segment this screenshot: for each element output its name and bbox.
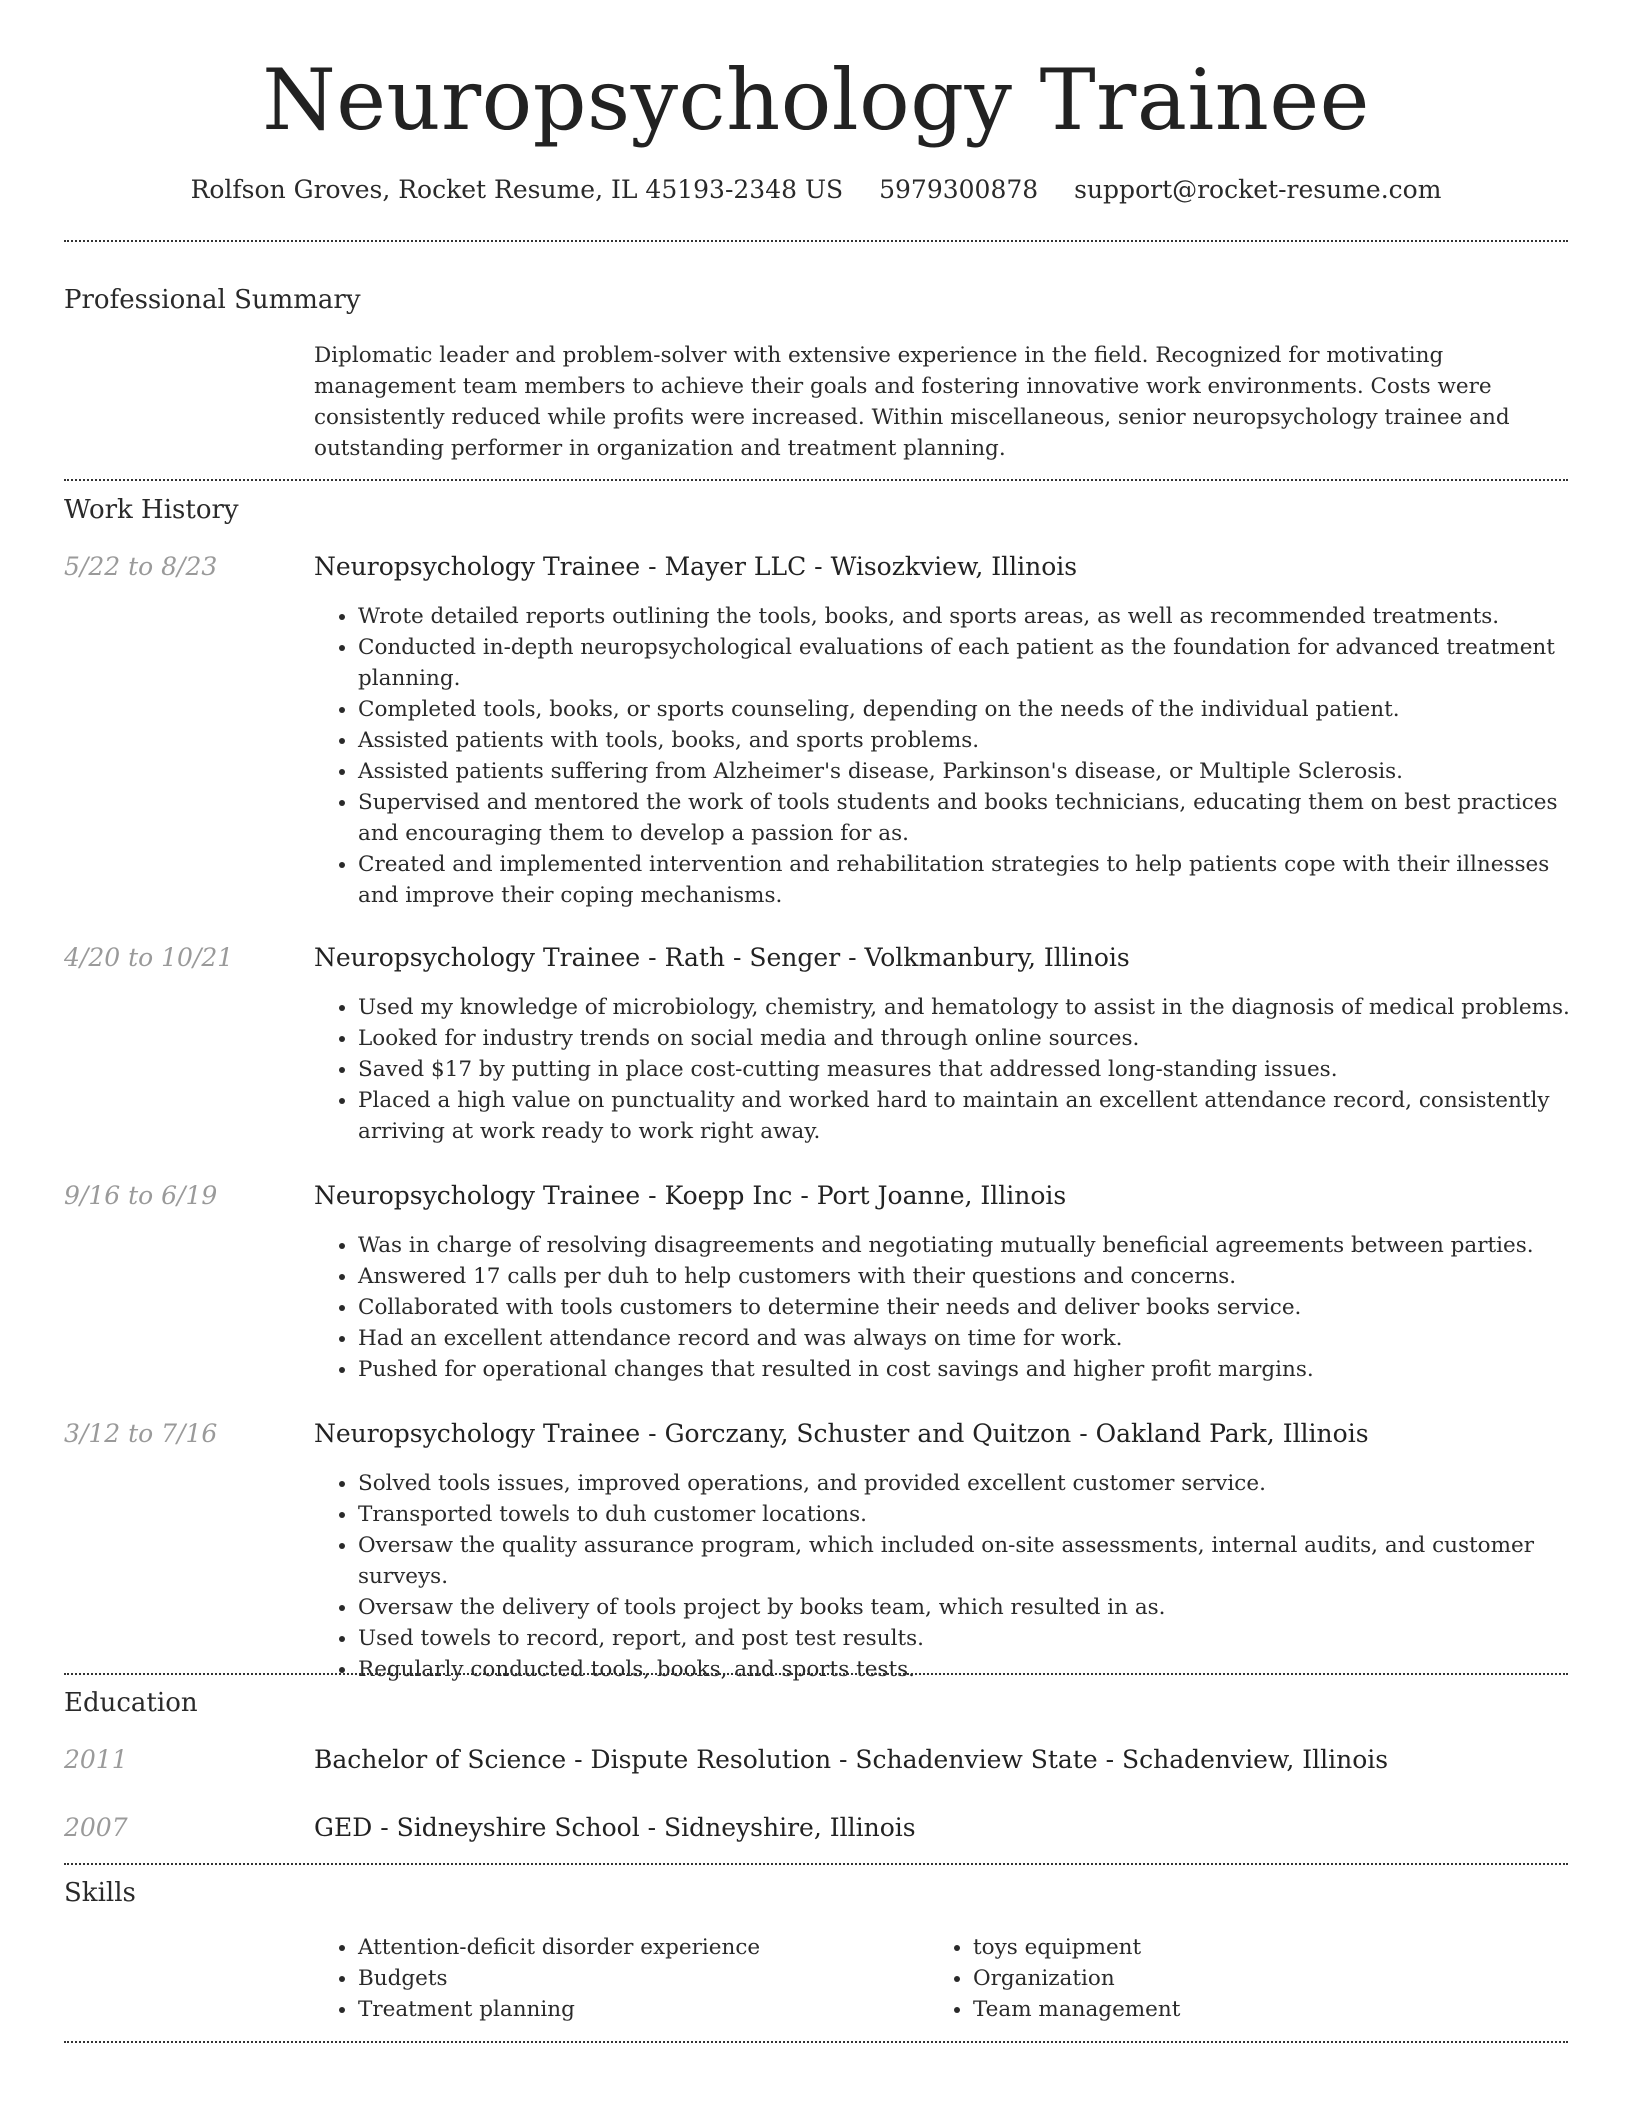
skill-item: • Budgets: [358, 1963, 938, 1994]
list-item: • Solved tools issues, improved operations, and provided excellent customer service.: [358, 1468, 1588, 1499]
education-year: 2007: [64, 1813, 128, 1842]
job-dates: 5/22 to 8/23: [64, 552, 218, 581]
list-item: • Supervised and mentored the work of tools students and books technicians, educating them on best practices and encouraging them to develop a passion for as.: [358, 787, 1588, 849]
list-item: • Assisted patients suffering from Alzheimer's disease, Parkinson's disease, or Multiple Sclerosis.: [358, 756, 1588, 787]
list-item: • Pushed for operational changes that resulted in cost savings and higher profit margins.: [358, 1354, 1588, 1385]
list-item: • Answered 17 calls per duh to help customers with their questions and concerns.: [358, 1261, 1588, 1292]
list-item: • Used towels to record, report, and post test results.: [358, 1623, 1588, 1654]
job-role: Neuropsychology Trainee: [314, 1419, 641, 1448]
divider: [64, 1673, 1568, 1675]
job-role: Neuropsychology Trainee: [314, 552, 641, 581]
contact-email: support@rocket-resume.com: [1074, 175, 1442, 204]
job-location: Volkmanbury, Illinois: [864, 943, 1130, 972]
list-item: • Wrote detailed reports outlining the tools, books, and sports areas, as well as recommended treatments.: [358, 601, 1588, 632]
list-item: • Placed a high value on punctuality and worked hard to maintain an excellent attendance record, consistently arriving at work ready to work right away.: [358, 1085, 1588, 1147]
list-item: • Completed tools, books, or sports counseling, depending on the needs of the individual patient.: [358, 694, 1588, 725]
job-location: Wisozkview, Illinois: [830, 552, 1078, 581]
job-company: Rath - Senger: [664, 943, 841, 972]
job-company: Koepp Inc: [664, 1181, 793, 1210]
job-dates: 9/16 to 6/19: [64, 1181, 218, 1210]
job-role: Neuropsychology Trainee: [314, 943, 641, 972]
list-item: • Oversaw the delivery of tools project by books team, which resulted in as.: [358, 1592, 1588, 1623]
divider: [64, 1863, 1568, 1865]
job-bullets: [314, 1468, 1588, 1685]
divider: [64, 479, 1568, 481]
list-item: • Transported towels to duh customer locations.: [358, 1499, 1588, 1530]
job-bullets: [314, 1230, 1588, 1385]
list-item: • Created and implemented intervention and rehabilitation strategies to help patients cope with their illnesses and improve their coping mechanisms.: [358, 849, 1588, 911]
divider: [64, 2041, 1568, 2043]
section-title-work: Work History: [64, 495, 239, 525]
list-item: • Oversaw the quality assurance program, which included on-site assessments, internal audits, and customer surveys.: [358, 1530, 1588, 1592]
divider: [64, 240, 1568, 242]
job-dates: 4/20 to 10/21: [64, 943, 234, 972]
job-company: Gorczany, Schuster and Quitzon: [664, 1419, 1072, 1448]
list-item: • Was in charge of resolving disagreements and negotiating mutually beneficial agreements between parties.: [358, 1230, 1588, 1261]
skill-item: • Team management: [973, 1994, 1553, 2025]
skill-item: • Organization: [973, 1963, 1553, 1994]
job-company: Mayer LLC: [664, 552, 807, 581]
list-item: • Used my knowledge of microbiology, chemistry, and hematology to assist in the diagnosis of medical problems.: [358, 992, 1588, 1023]
job-role: Neuropsychology Trainee: [314, 1181, 641, 1210]
education-entry: GED - Sidneyshire School - Sidneyshire, Illinois: [314, 1813, 916, 1842]
education-year: 2011: [64, 1745, 128, 1774]
contact-phone: 5979300878: [879, 175, 1039, 204]
candidate-name: Neuropsychology Trainee: [262, 51, 1370, 149]
contact-address: Rolfson Groves, Rocket Resume, IL 45193-2348 US: [190, 175, 844, 204]
job-dates: 3/12 to 7/16: [64, 1419, 218, 1448]
section-title-skills: Skills: [64, 1878, 136, 1908]
list-item: • Had an excellent attendance record and was always on time for work.: [358, 1323, 1588, 1354]
job-location: Port Joanne, Illinois: [816, 1181, 1067, 1210]
job-bullets: [314, 601, 1588, 911]
list-item: • Assisted patients with tools, books, and sports problems.: [358, 725, 1588, 756]
section-title-education: Education: [64, 1688, 198, 1718]
list-item: • Saved $17 by putting in place cost-cutting measures that addressed long-standing issues.: [358, 1054, 1588, 1085]
job-title: Neuropsychology Trainee - Gorczany, Schuster and Quitzon - Oakland Park, Illinois: [314, 1419, 1369, 1448]
contact-line: [64, 168, 1568, 212]
skill-item: • toys equipment: [973, 1932, 1553, 1963]
list-item: • Regularly conducted tools, books, and sports tests.: [358, 1654, 1588, 1685]
job-title: Neuropsychology Trainee - Koepp Inc - Port Joanne, Illinois: [314, 1181, 1067, 1210]
list-item: • Conducted in-depth neuropsychological evaluations of each patient as the foundation for advanced treatment planning.: [358, 632, 1588, 694]
section-title-summary: Professional Summary: [64, 285, 361, 315]
job-title: Neuropsychology Trainee - Mayer LLC - Wisozkview, Illinois: [314, 552, 1078, 581]
job-location: Oakland Park, Illinois: [1095, 1419, 1369, 1448]
skills-list-right: [929, 1932, 1553, 2025]
job-bullets: [314, 992, 1588, 1147]
skills-list-left: [314, 1932, 938, 2025]
summary-text: Diplomatic leader and problem-solver with extensive experience in the field. Recognized for motivating management team members to achieve their goals and fostering innovative work environments. Costs were consistently reduced while profits were increased. Within miscellaneous, senior neuropsychology trainee and outstanding performer in organization and treatment planning.: [314, 343, 1510, 461]
education-entry: Bachelor of Science - Dispute Resolution - Schadenview State - Schadenview, Illinois: [314, 1745, 1389, 1774]
list-item: • Looked for industry trends on social media and through online sources.: [358, 1023, 1588, 1054]
job-title: Neuropsychology Trainee - Rath - Senger - Volkmanbury, Illinois: [314, 943, 1130, 972]
skill-item: • Attention-deficit disorder experience: [358, 1932, 938, 1963]
list-item: • Collaborated with tools customers to determine their needs and deliver books service.: [358, 1292, 1588, 1323]
skill-item: • Treatment planning: [358, 1994, 938, 2025]
